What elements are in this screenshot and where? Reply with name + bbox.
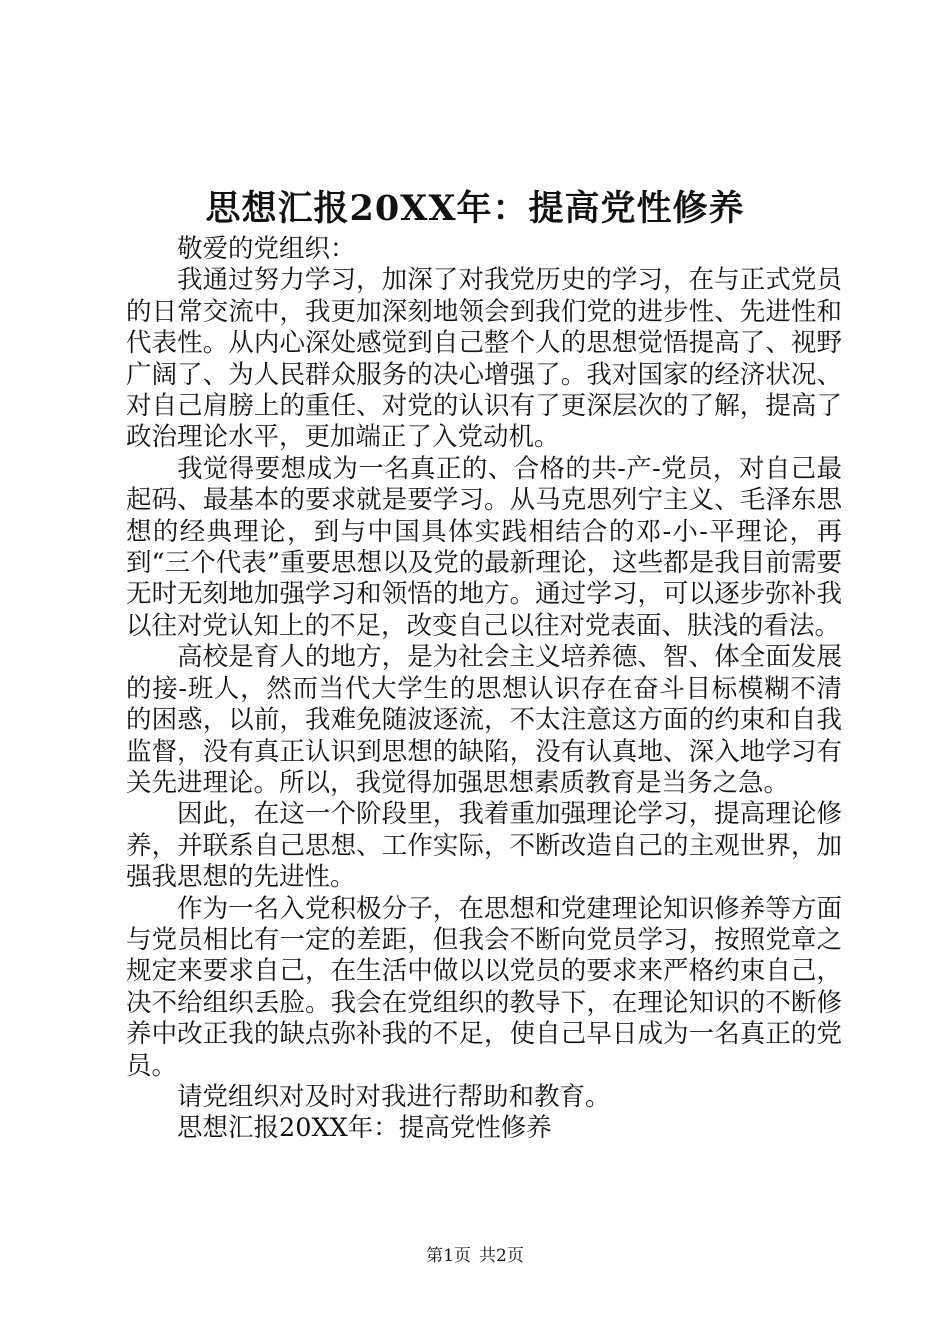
body-paragraph: 我通过努力学习，加深了对我党历史的学习，在与正式党员的日常交流中，我更加深刻地领会到我们党的进步性、先进性和代表性。从内心深处感觉到自己整个人的思想觉悟提高了、视野广阔了、为人民群众服务的决心增强了。我对国家的经济状况、对自己肩膀上的重任、对党的认识有了更深层次的了解，提高了政治理论水平，更加端正了入党动机。 xyxy=(126,265,842,453)
page-footer xyxy=(0,1244,950,1268)
document-body xyxy=(126,234,842,1145)
page-total: 共2页 xyxy=(479,1246,524,1266)
salutation: 敬爱的党组织： xyxy=(177,234,356,264)
body-paragraph: 高校是育人的地方，是为社会主义培养德、智、体全面发展的接-班人，然而当代大学生的思想认识存在奋斗目标模糊不清的困惑，以前，我难免随波逐流，不太注意这方面的约束和自我监督，没有真正认识到思想的缺陷，没有认真地、深入地学习有关先进理论。所以，我觉得加强思想素质教育是当务之急。 xyxy=(126,642,842,798)
body-paragraph: 因此，在这一个阶段里，我着重加强理论学习，提高理论修养，并联系自己思想、工作实际，不断改造自己的主观世界，加强我思想的先进性。 xyxy=(126,799,842,893)
body-paragraph: 我觉得要想成为一名真正的、合格的共-产-党员，对自己最起码、最基本的要求就是要学习。从马克思列宁主义、毛泽东思想的经典理论，到与中国具体实践相结合的邓-小-平理论，再到“三个代表”重要思想以及党的最新理论，这些都是我目前需要无时无刻地加强学习和领悟的地方。通过学习，可以逐步弥补我以往对党认知上的不足，改变自己以往对党表面、肤浅的看法。 xyxy=(126,453,842,641)
closing-title: 思想汇报20XX年：提高党性修养 xyxy=(177,1113,552,1144)
closing-request: 请党组织对及时对我进行帮助和教育。 xyxy=(177,1081,611,1112)
document-title: 思想汇报20XX年：提高党性修养 xyxy=(205,188,745,229)
page-number: 第1页 xyxy=(426,1246,471,1266)
body-paragraph: 作为一名入党积极分子，在思想和党建理论知识修养等方面与党员相比有一定的差距，但我会不断向党员学习，按照党章之规定来要求自己，在生活中做以以党员的要求来严格约束自己，决不给组织丢脸。我会在党组织的教导下，在理论知识的不断修养中改正我的缺点弥补我的不足，使自己早日成为一名真正的党员。 xyxy=(126,893,842,1081)
